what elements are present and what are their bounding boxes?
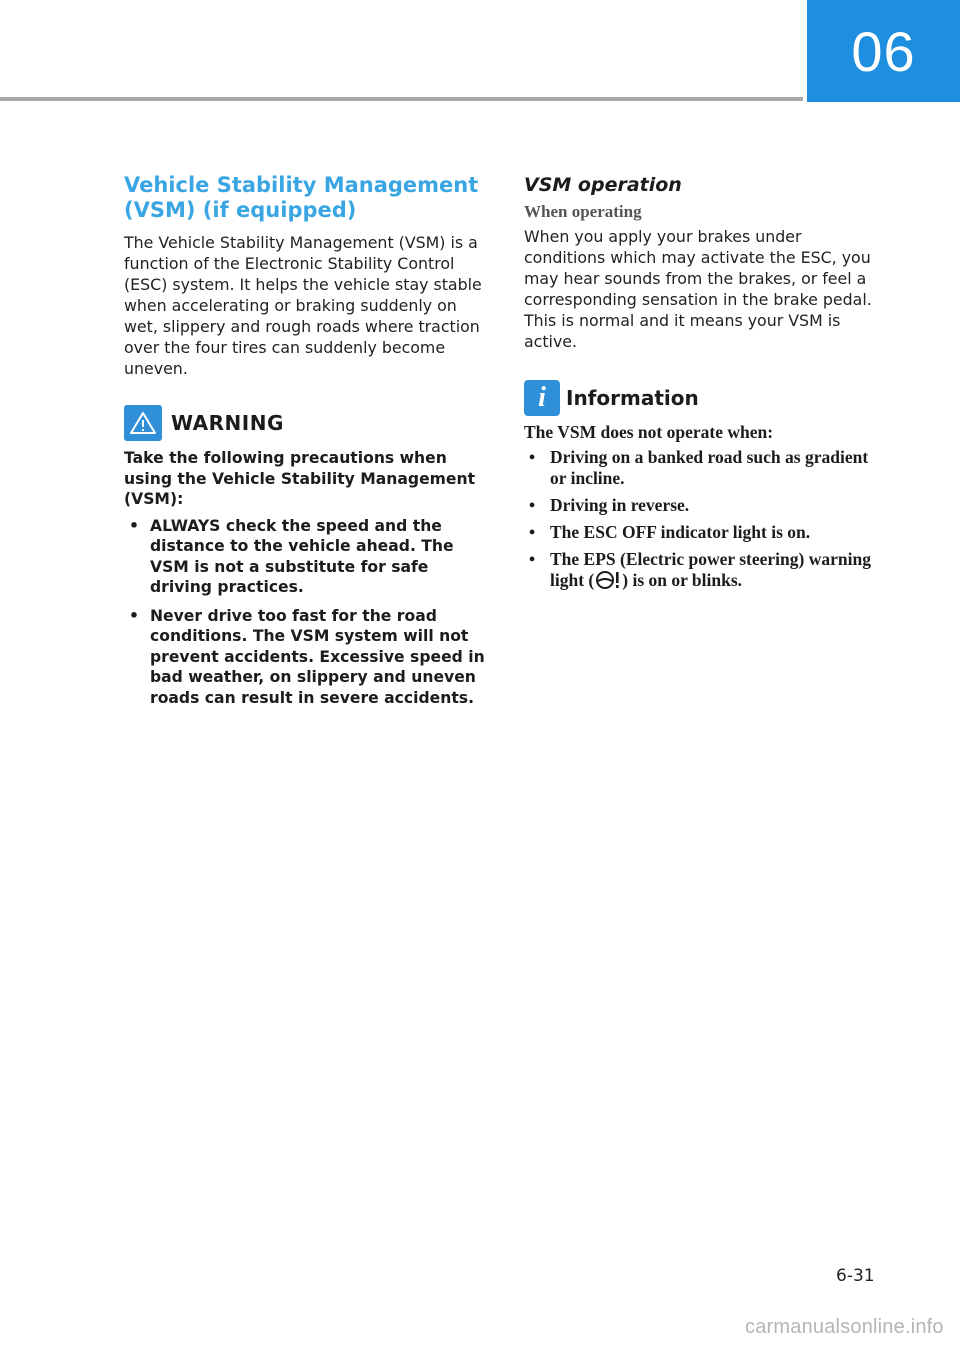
information-item: • The ESC OFF indicator light is on. [524, 522, 880, 543]
left-column [124, 170, 488, 716]
footer-watermark: carmanualsonline.info [745, 1316, 944, 1338]
warning-triangle-icon [124, 405, 162, 441]
warning-label: WARNING [171, 411, 284, 435]
vsm-operation-heading: VSM operation [524, 174, 682, 196]
vsm-intro-paragraph: The Vehicle Stability Management (VSM) is a function of the Electronic Stability Control (ESC) system. It helps the vehicle stay stable when accelerating or braking suddenly on wet, slippery and rough roads where traction over the four tires can suddenly become uneven. [124, 233, 482, 378]
warning-list [124, 516, 488, 709]
information-list [524, 447, 880, 595]
section-title-line1: Vehicle Stability Management [124, 173, 479, 197]
warning-item: • ALWAYS check the speed and the distance to the vehicle ahead. The VSM is not a substitute for safe driving practices. [124, 516, 488, 598]
section-title [124, 173, 488, 223]
eps-warning-icon [595, 570, 621, 595]
chapter-number: 06 [807, 0, 960, 102]
information-item: • Driving on a banked road such as gradient or incline. [524, 447, 880, 489]
information-label: Information [566, 386, 699, 410]
warning-intro: Take the following precautions when using the Vehicle Stability Management (VSM): [124, 449, 476, 508]
information-header [524, 380, 880, 416]
information-intro: The VSM does not operate when: [524, 422, 774, 442]
information-item-eps [524, 549, 880, 595]
right-column [524, 170, 880, 601]
header-rule [0, 97, 803, 101]
operation-paragraph: When you apply your brakes under conditions which may activate the ESC, you may hear sounds from the brakes, or feel a corresponding sensation in the brake pedal. This is normal and it means your VSM is active. [524, 227, 872, 351]
information-icon: i [524, 380, 560, 416]
warning-header [124, 405, 488, 441]
section-title-line2: (VSM) (if equipped) [124, 198, 357, 222]
warning-item: • Never drive too fast for the road conditions. The VSM system will not prevent accidents. Excessive speed in bad weather, on slippery and uneven roads can result in severe accidents. [124, 606, 488, 709]
eps-text-before: The EPS (Electric power steering) warning light ( [550, 549, 871, 590]
eps-text-after: ) is on or blinks. [622, 570, 743, 590]
page-number: 6-31 [836, 1266, 875, 1286]
when-operating-heading: When operating [524, 202, 642, 221]
information-item: • Driving in reverse. [524, 495, 880, 516]
